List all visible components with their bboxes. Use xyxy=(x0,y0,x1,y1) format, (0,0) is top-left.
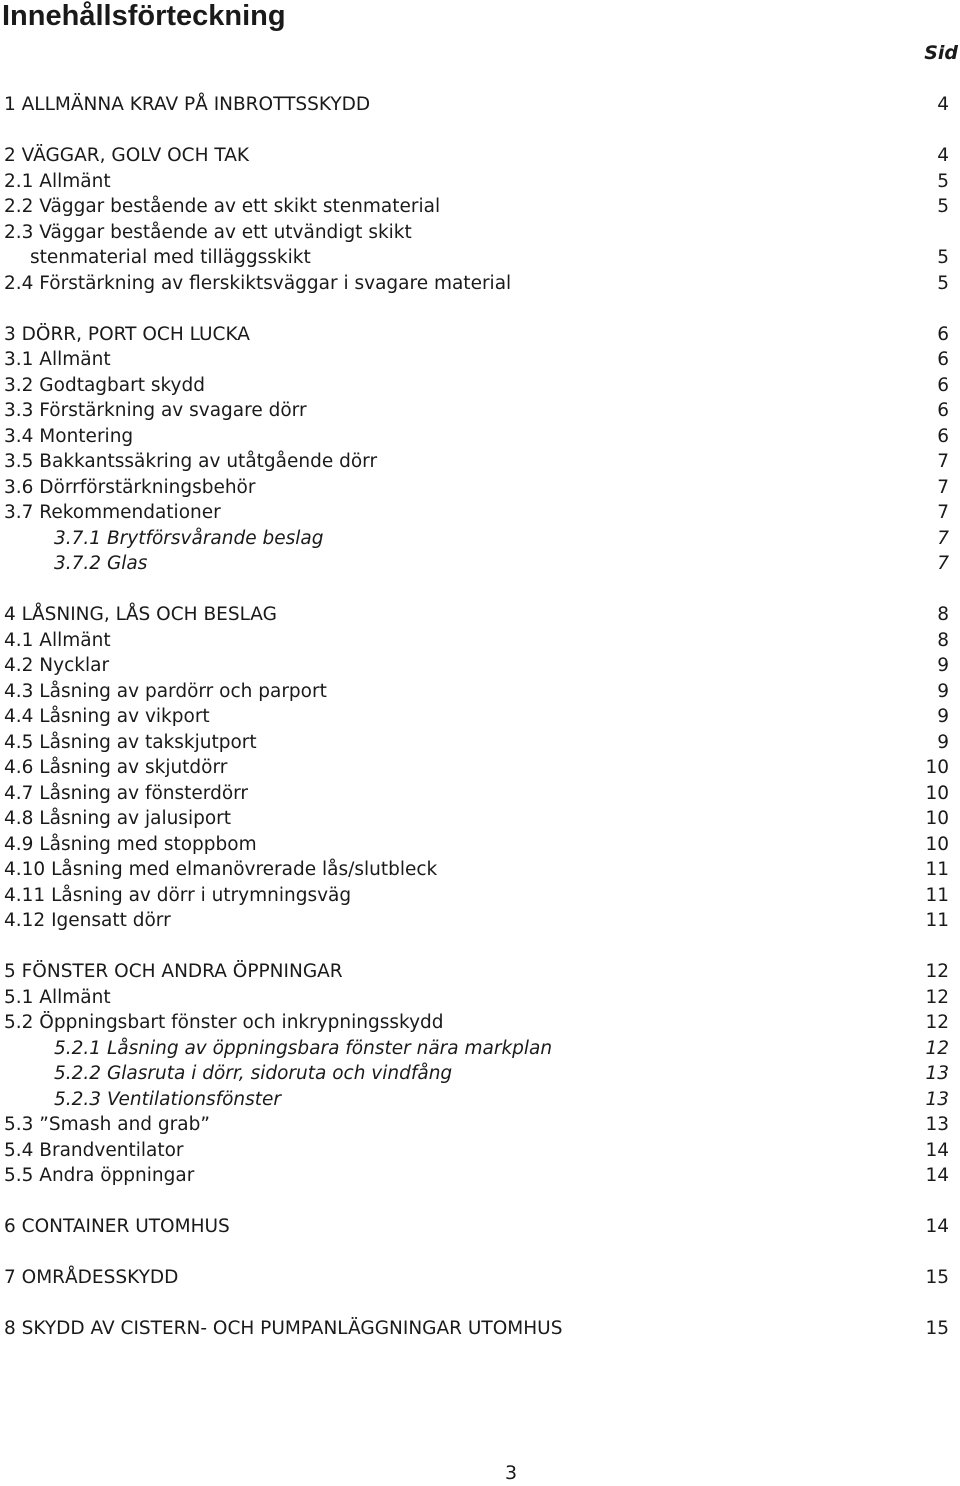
toc-section-entry xyxy=(0,832,960,858)
toc-entry-page: 11 xyxy=(925,859,949,880)
toc-chapter-entry xyxy=(0,143,960,169)
toc-section-entry xyxy=(0,883,960,909)
toc-section-entry xyxy=(0,1163,960,1189)
toc-entry-page: 12 xyxy=(925,1037,949,1059)
toc-chapter-entry xyxy=(0,322,960,348)
toc-section-entry xyxy=(0,449,960,475)
toc-entry-page: 9 xyxy=(937,731,949,753)
toc-entry-label: 5.2.1 Låsning av öppningsbara fönster nära markplan xyxy=(54,1037,553,1059)
toc-entry-label: 3.3 Förstärkning av svagare dörr xyxy=(4,400,307,421)
toc-entry-page: 4 xyxy=(937,94,949,115)
toc-section-entry xyxy=(0,169,960,195)
toc-entry-label: 5.2 Öppningsbart fönster och inkrypningsskydd xyxy=(4,1012,444,1033)
toc-chapter-entry xyxy=(0,1316,960,1342)
toc-entry-page: 6 xyxy=(937,425,949,447)
toc-entry-page: 12 xyxy=(925,961,949,982)
toc-entry-label: 4.6 Låsning av skjutdörr xyxy=(4,757,228,778)
toc-section-entry xyxy=(0,653,960,679)
toc-entry-page: 10 xyxy=(925,808,949,829)
toc-chapter-entry xyxy=(0,959,960,985)
toc-entry-page: 7 xyxy=(937,527,949,549)
toc-entry-page: 8 xyxy=(937,629,949,651)
toc-entry-label: 5.3 ”Smash and grab” xyxy=(4,1114,210,1135)
toc-entry-page: 14 xyxy=(925,1139,949,1161)
toc-entry-page: 9 xyxy=(937,655,949,676)
toc-entry-label: 4.5 Låsning av takskjutport xyxy=(4,731,257,753)
toc-entry-page: 9 xyxy=(937,680,949,702)
toc-entry-page: 6 xyxy=(937,374,949,396)
toc-section-entry xyxy=(0,271,960,297)
toc-entry-label: 4.9 Låsning med stoppbom xyxy=(4,833,257,855)
toc-entry-page: 12 xyxy=(925,1012,949,1033)
toc-section-entry xyxy=(0,475,960,501)
toc-entry-page: 4 xyxy=(937,145,949,166)
toc-entry-label: 4.4 Låsning av vikport xyxy=(4,706,210,727)
toc-section-entry xyxy=(0,220,960,246)
toc-section-entry xyxy=(0,730,960,756)
toc-entry-page: 15 xyxy=(925,1267,949,1288)
toc-entry-page: 7 xyxy=(937,553,949,574)
toc-chapter-entry xyxy=(0,92,960,118)
toc-entry-page: 6 xyxy=(937,323,949,345)
toc-entry-page: 5 xyxy=(937,196,949,217)
toc-entry-page: 6 xyxy=(937,400,949,421)
toc-entry-label: 3.2 Godtagbart skydd xyxy=(4,374,205,396)
toc-subsubsection-entry xyxy=(0,1036,960,1062)
toc-entry-page: 11 xyxy=(925,910,949,931)
toc-section-entry xyxy=(0,704,960,730)
toc-entry-page: 5 xyxy=(937,247,949,268)
toc-entry-label: 3 DÖRR, PORT OCH LUCKA xyxy=(4,323,250,345)
toc-entry-label: 3.7.2 Glas xyxy=(54,553,148,574)
toc-entry-label: 4.8 Låsning av jalusiport xyxy=(4,808,232,829)
toc-subsubsection-entry xyxy=(0,1087,960,1113)
toc-entry-page: 11 xyxy=(925,884,949,906)
footer-page-number: 3 xyxy=(504,1462,518,1484)
toc-entry-label: 3.7.1 Brytförsvårande beslag xyxy=(54,527,324,549)
toc-entry-page: 13 xyxy=(925,1088,949,1110)
toc-entry-label: 4.1 Allmänt xyxy=(4,629,111,651)
toc-entry-label: 4.10 Låsning med elmanövrerade lås/slutbleck xyxy=(4,859,438,880)
toc-entry-label: 2.4 Förstärkning av flerskiktsväggar i svagare material xyxy=(4,272,512,294)
toc-entry-page: 8 xyxy=(937,604,949,625)
toc-section-entry xyxy=(0,500,960,526)
toc-entry-label: 2.2 Väggar bestående av ett skikt stenmaterial xyxy=(4,196,441,217)
toc-entry-label: 3.1 Allmänt xyxy=(4,349,111,370)
toc-entry-page: 5 xyxy=(937,170,949,192)
toc-entry-label: 5.5 Andra öppningar xyxy=(4,1165,195,1186)
toc-section-entry xyxy=(0,628,960,654)
toc-entry-label: 1 ALLMÄNNA KRAV PÅ INBROTTSSKYDD xyxy=(4,94,371,115)
toc-entry-page: 12 xyxy=(925,986,949,1008)
toc-section-entry xyxy=(0,806,960,832)
toc-subsubsection-entry xyxy=(0,1061,960,1087)
toc-entry-label: 3.5 Bakkantssäkring av utåtgående dörr xyxy=(4,451,378,472)
toc-section-entry xyxy=(0,1138,960,1164)
toc-entry-page: 7 xyxy=(937,502,949,523)
toc-section-entry xyxy=(0,424,960,450)
toc-entry-label: 4.3 Låsning av pardörr och parport xyxy=(4,680,327,702)
toc-entry-label: 6 CONTAINER UTOMHUS xyxy=(4,1216,230,1237)
toc-entry-label: 5.2.3 Ventilationsfönster xyxy=(54,1088,282,1110)
toc-entry-label: 5.1 Allmänt xyxy=(4,986,111,1008)
toc-entry-label: 3.4 Montering xyxy=(4,425,134,447)
toc-subsubsection-entry xyxy=(0,526,960,552)
toc-entry-label: 4.2 Nycklar xyxy=(4,655,110,676)
toc-entry-label: 4.12 Igensatt dörr xyxy=(4,910,171,931)
toc-section-entry xyxy=(0,245,960,271)
toc-entry-page: 10 xyxy=(925,757,949,778)
toc-entry-label: 2.3 Väggar bestående av ett utvändigt skikt xyxy=(4,221,412,243)
toc-section-entry xyxy=(0,908,960,934)
toc-entry-label: 5.4 Brandventilator xyxy=(4,1139,184,1161)
toc-entry-label: 7 OMRÅDESSKYDD xyxy=(4,1267,179,1288)
toc-entry-label: 8 SKYDD AV CISTERN- OCH PUMPANLÄGGNINGAR UTOMHUS xyxy=(4,1318,563,1339)
toc-entry-label: 3.6 Dörrförstärkningsbehör xyxy=(4,476,256,498)
toc-entry-label: stenmaterial med tilläggsskikt xyxy=(30,247,311,268)
toc-subsubsection-entry xyxy=(0,551,960,577)
toc-entry-page: 9 xyxy=(937,706,949,727)
toc-section-entry xyxy=(0,755,960,781)
toc-entry-page: 14 xyxy=(925,1216,949,1237)
toc-chapter-entry xyxy=(0,602,960,628)
toc-section-entry xyxy=(0,347,960,373)
toc-section-entry xyxy=(0,398,960,424)
toc-section-entry xyxy=(0,373,960,399)
toc-section-entry xyxy=(0,857,960,883)
toc-chapter-entry xyxy=(0,1265,960,1291)
toc-entry-page: 5 xyxy=(937,272,949,294)
toc-entry-label: 4.11 Låsning av dörr i utrymningsväg xyxy=(4,884,352,906)
toc-section-entry xyxy=(0,1010,960,1036)
toc-entry-page: 15 xyxy=(925,1318,949,1339)
toc-entry-label: 3.7 Rekommendationer xyxy=(4,502,221,523)
toc-entry-label: 2.1 Allmänt xyxy=(4,170,111,192)
toc-title: Innehållsförteckning xyxy=(2,0,286,32)
toc-entry-label: 4.7 Låsning av fönsterdörr xyxy=(4,782,249,804)
toc-entry-label: 4 LÅSNING, LÅS OCH BESLAG xyxy=(4,604,277,625)
toc-entry-page: 13 xyxy=(925,1063,949,1084)
toc-chapter-entry xyxy=(0,1214,960,1240)
toc-entry-label: 2 VÄGGAR, GOLV OCH TAK xyxy=(4,145,250,166)
toc-entry-page: 6 xyxy=(937,349,949,370)
toc-entry-page: 14 xyxy=(925,1165,949,1186)
toc-entry-page: 7 xyxy=(937,451,949,472)
toc-section-entry xyxy=(0,1112,960,1138)
toc-section-entry xyxy=(0,985,960,1011)
toc-section-entry xyxy=(0,194,960,220)
toc-entry-page: 10 xyxy=(925,833,949,855)
toc-section-entry xyxy=(0,781,960,807)
toc-entry-page: 7 xyxy=(937,476,949,498)
toc-entry-label: 5 FÖNSTER OCH ANDRA ÖPPNINGAR xyxy=(4,961,343,982)
toc-entry-label: 5.2.2 Glasruta i dörr, sidoruta och vindfång xyxy=(54,1063,453,1084)
page-column-header: Sid xyxy=(924,42,958,64)
toc-section-entry xyxy=(0,679,960,705)
toc-entry-page: 13 xyxy=(925,1114,949,1135)
toc-entry-page: 10 xyxy=(925,782,949,804)
